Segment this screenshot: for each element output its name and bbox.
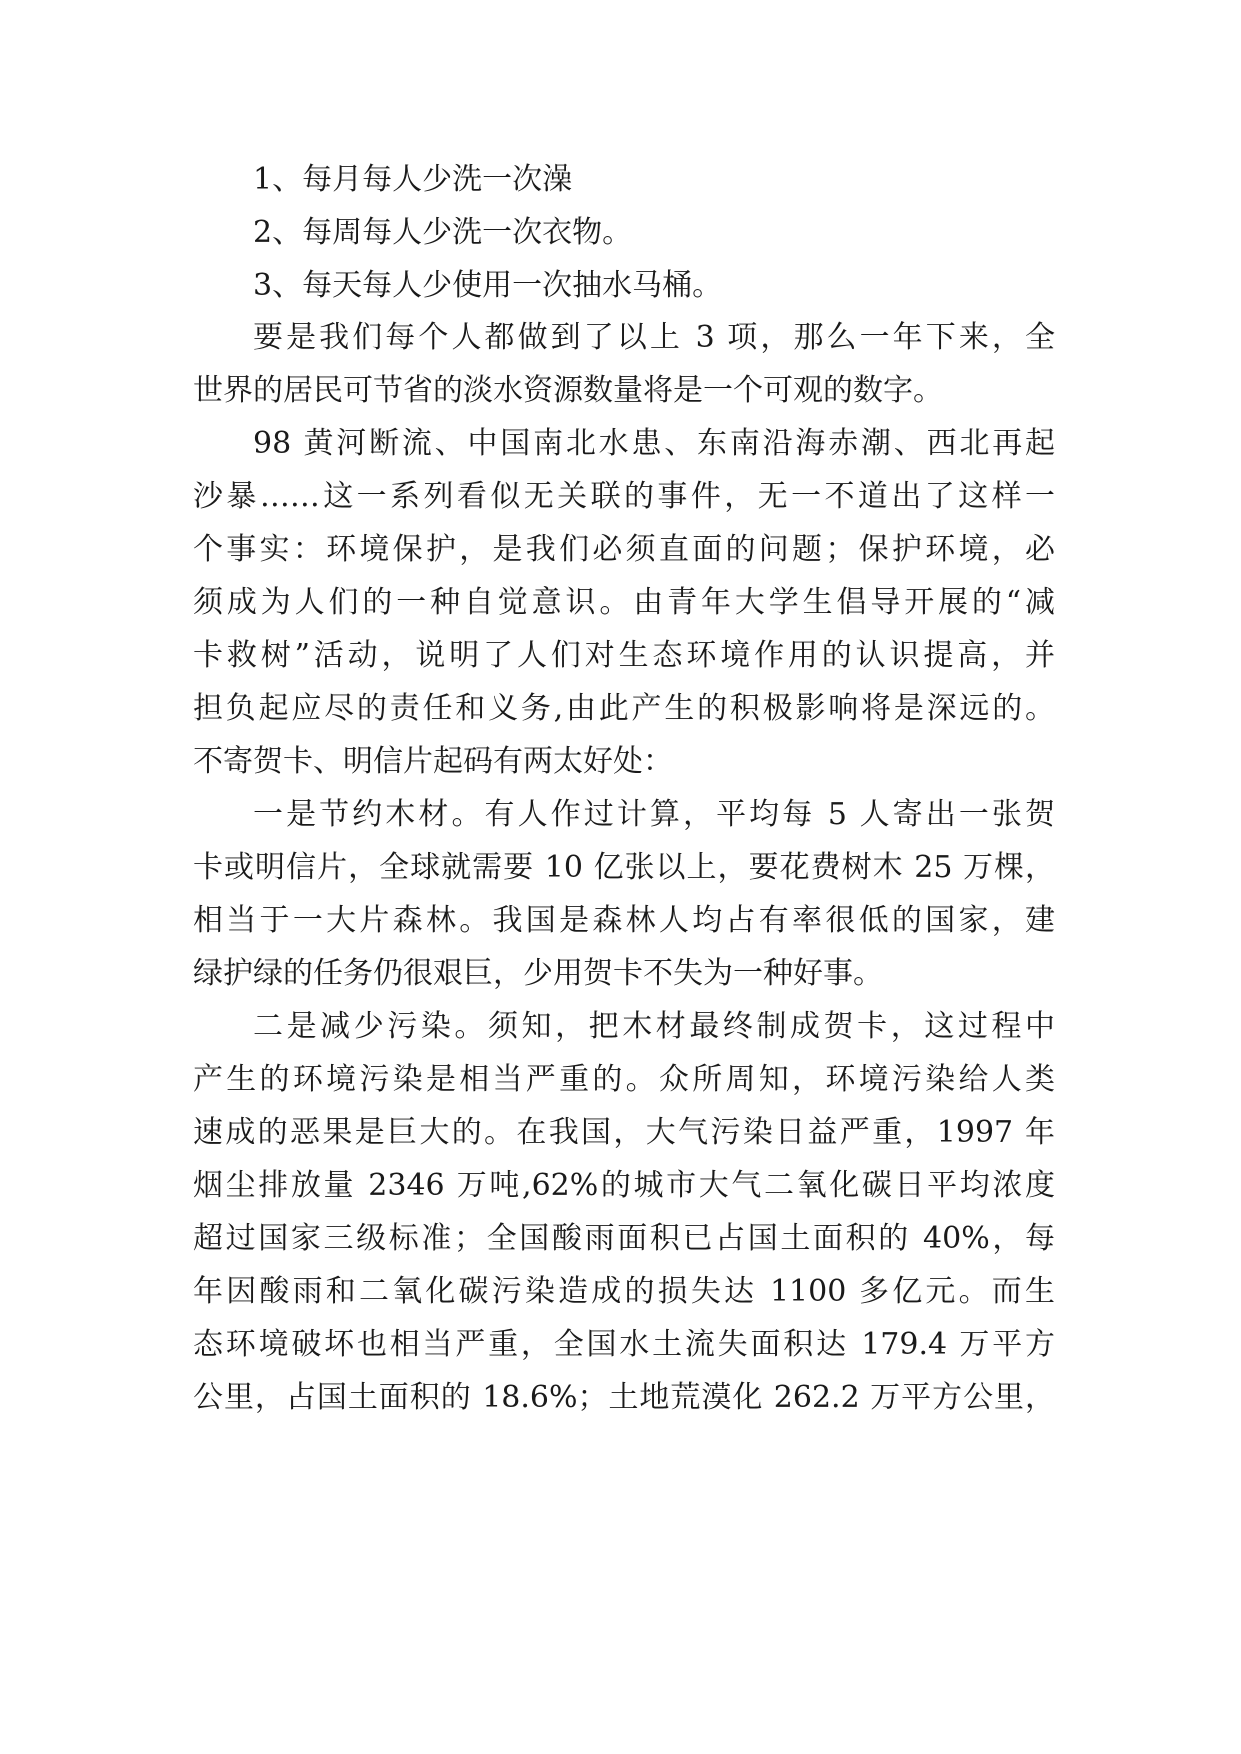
- paragraph-line: 相当于一大片森林。我国是森林人均占有率很低的国家，建: [193, 903, 1055, 938]
- paragraph-line: 一是节约木材。有人作过计算，平均每 5 人寄出一张贺: [253, 797, 1055, 832]
- paragraph-line: 产生的环境污染是相当严重的。众所周知，环境污染给人类: [193, 1062, 1055, 1097]
- list-item-2: 2、每周每人少洗一次衣物。: [253, 215, 633, 250]
- paragraph-line: 速成的恶果是巨大的。在我国，大气污染日益严重，1997 年: [193, 1115, 1055, 1150]
- paragraph-line: 二是减少污染。须知，把木材最终制成贺卡，这过程中: [253, 1009, 1055, 1044]
- paragraph-line: 须成为人们的一种自觉意识。由青年大学生倡导开展的“减: [193, 585, 1055, 620]
- paragraph-line: 个事实：环境保护，是我们必须直面的问题；保护环境，必: [193, 532, 1055, 567]
- paragraph-line: 公里，占国土面积的 18.6%；土地荒漠化 262.2 万平方公里，: [193, 1380, 1055, 1415]
- list-item-1: 1、每月每人少洗一次澡: [253, 162, 573, 197]
- paragraph-line: 沙暴……这一系列看似无关联的事件，无一不道出了这样一: [193, 479, 1055, 514]
- paragraph-line: 年因酸雨和二氧化碳污染造成的损失达 1100 多亿元。而生: [193, 1274, 1055, 1309]
- paragraph-line: 世界的居民可节省的淡水资源数量将是一个可观的数字。: [193, 373, 943, 408]
- paragraph-line: 卡或明信片，全球就需要 10 亿张以上，要花费树木 25 万棵，: [193, 850, 1055, 885]
- paragraph-line: 不寄贺卡、明信片起码有两太好处：: [193, 744, 673, 779]
- paragraph-line: 绿护绿的任务仍很艰巨，少用贺卡不失为一种好事。: [193, 956, 883, 991]
- paragraph-line: 态环境破坏也相当严重，全国水土流失面积达 179.4 万平方: [193, 1327, 1055, 1362]
- paragraph-line: 要是我们每个人都做到了以上 3 项，那么一年下来，全: [253, 320, 1055, 355]
- list-item-3: 3、每天每人少使用一次抽水马桶。: [253, 268, 723, 303]
- paragraph-line: 超过国家三级标准；全国酸雨面积已占国土面积的 40%，每: [193, 1221, 1055, 1256]
- paragraph-line: 担负起应尽的责任和义务,由此产生的积极影响将是深远的。: [193, 691, 1055, 726]
- paragraph-line: 烟尘排放量 2346 万吨,62%的城市大气二氧化碳日平均浓度: [193, 1168, 1055, 1203]
- paragraph-line: 98 黄河断流、中国南北水患、东南沿海赤潮、西北再起: [253, 426, 1055, 461]
- paragraph-line: 卡救树”活动，说明了人们对生态环境作用的认识提高，并: [193, 638, 1055, 673]
